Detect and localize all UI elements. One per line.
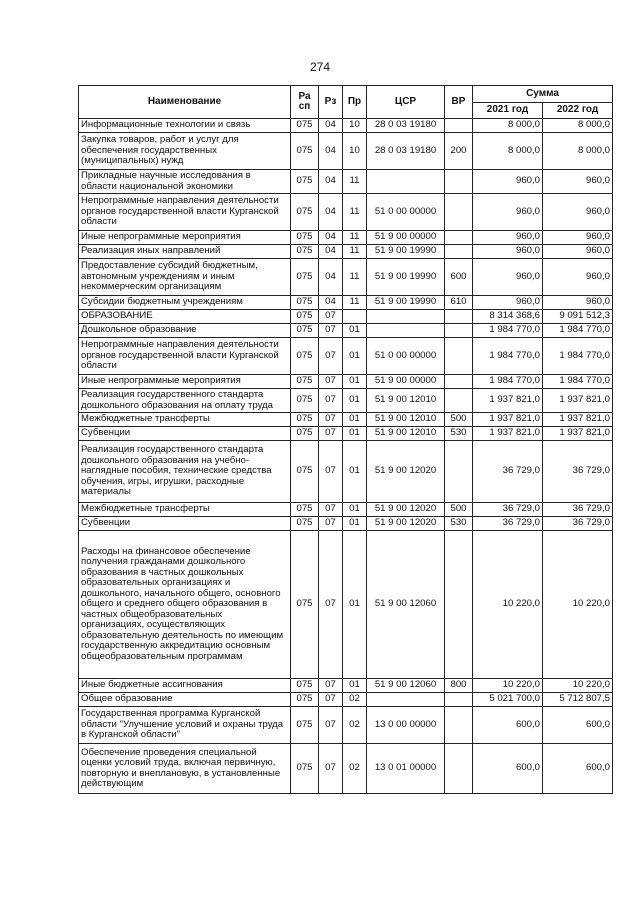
cell-vr bbox=[445, 389, 473, 413]
header-sum: Сумма bbox=[473, 86, 613, 103]
cell-sum-2022: 1 984 770,0 bbox=[543, 324, 613, 338]
cell-rz: 07 bbox=[319, 389, 343, 413]
cell-pr: 11 bbox=[343, 194, 367, 231]
cell-sum-2021: 8 000,0 bbox=[473, 119, 543, 133]
cell-name: Субсидии бюджетным учреждениям bbox=[79, 296, 291, 310]
cell-pr bbox=[343, 310, 367, 324]
cell-rz: 07 bbox=[319, 324, 343, 338]
header-year-2022: 2022 год bbox=[543, 103, 613, 119]
cell-rz: 04 bbox=[319, 296, 343, 310]
cell-csr bbox=[367, 693, 445, 707]
cell-sum-2021: 1 984 770,0 bbox=[473, 324, 543, 338]
cell-csr: 51 9 00 12010 bbox=[367, 427, 445, 441]
cell-sum-2022: 5 712 807,5 bbox=[543, 693, 613, 707]
table-row bbox=[79, 744, 613, 794]
cell-sum-2021: 960,0 bbox=[473, 231, 543, 245]
cell-rz: 04 bbox=[319, 245, 343, 259]
cell-pr: 01 bbox=[343, 441, 367, 503]
cell-vr bbox=[445, 375, 473, 389]
cell-rz: 07 bbox=[319, 531, 343, 679]
cell-ra: 075 bbox=[291, 133, 319, 170]
cell-csr: 51 9 00 12020 bbox=[367, 517, 445, 531]
cell-sum-2021: 8 314 368,6 bbox=[473, 310, 543, 324]
cell-ra: 075 bbox=[291, 324, 319, 338]
cell-sum-2021: 1 937 821,0 bbox=[473, 413, 543, 427]
cell-ra: 075 bbox=[291, 389, 319, 413]
cell-ra: 075 bbox=[291, 119, 319, 133]
cell-sum-2022: 8 000,0 bbox=[543, 133, 613, 170]
table-row bbox=[79, 310, 613, 324]
cell-rz: 07 bbox=[319, 310, 343, 324]
cell-sum-2022: 600,0 bbox=[543, 744, 613, 794]
cell-csr: 51 9 00 12020 bbox=[367, 503, 445, 517]
table-row bbox=[79, 503, 613, 517]
page-number: 274 bbox=[309, 60, 331, 74]
cell-name: Дошкольное образование bbox=[79, 324, 291, 338]
table-row bbox=[79, 245, 613, 259]
table-row bbox=[79, 413, 613, 427]
cell-name: Реализация государственного стандарта дошкольного образования на оплату труда bbox=[79, 389, 291, 413]
cell-rz: 04 bbox=[319, 119, 343, 133]
table-row bbox=[79, 427, 613, 441]
cell-sum-2022: 960,0 bbox=[543, 231, 613, 245]
table-row bbox=[79, 531, 613, 679]
cell-rz: 07 bbox=[319, 427, 343, 441]
cell-ra: 075 bbox=[291, 310, 319, 324]
cell-sum-2022: 36 729,0 bbox=[543, 503, 613, 517]
table-row bbox=[79, 375, 613, 389]
cell-ra: 075 bbox=[291, 679, 319, 693]
cell-sum-2022: 9 091 512,3 bbox=[543, 310, 613, 324]
cell-name: Иные бюджетные ассигнования bbox=[79, 679, 291, 693]
cell-rz: 04 bbox=[319, 194, 343, 231]
cell-vr bbox=[445, 744, 473, 794]
cell-rz: 07 bbox=[319, 744, 343, 794]
cell-vr: 610 bbox=[445, 296, 473, 310]
cell-vr bbox=[445, 693, 473, 707]
cell-pr: 01 bbox=[343, 679, 367, 693]
cell-ra: 075 bbox=[291, 231, 319, 245]
cell-csr: 28 0 03 19180 bbox=[367, 133, 445, 170]
cell-vr bbox=[445, 707, 473, 744]
table-row bbox=[79, 389, 613, 413]
cell-csr: 51 9 00 19990 bbox=[367, 245, 445, 259]
cell-csr: 51 9 00 00000 bbox=[367, 231, 445, 245]
table-row bbox=[79, 296, 613, 310]
cell-csr: 51 9 00 12020 bbox=[367, 441, 445, 503]
cell-vr: 200 bbox=[445, 133, 473, 170]
cell-csr: 51 9 00 00000 bbox=[367, 375, 445, 389]
table-row bbox=[79, 517, 613, 531]
cell-sum-2021: 1 937 821,0 bbox=[473, 427, 543, 441]
header-vr: ВР bbox=[445, 86, 473, 119]
cell-csr: 51 0 00 00000 bbox=[367, 194, 445, 231]
cell-pr: 01 bbox=[343, 531, 367, 679]
cell-pr: 02 bbox=[343, 693, 367, 707]
cell-rz: 07 bbox=[319, 413, 343, 427]
cell-pr: 01 bbox=[343, 503, 367, 517]
cell-sum-2022: 36 729,0 bbox=[543, 441, 613, 503]
cell-sum-2021: 960,0 bbox=[473, 245, 543, 259]
cell-vr bbox=[445, 338, 473, 375]
cell-vr bbox=[445, 194, 473, 231]
cell-name: Иные непрограммные мероприятия bbox=[79, 231, 291, 245]
cell-ra: 075 bbox=[291, 744, 319, 794]
cell-vr bbox=[445, 324, 473, 338]
cell-name: Непрограммные направления деятельности органов государственной власти Курганской области bbox=[79, 338, 291, 375]
cell-name: Межбюджетные трансферты bbox=[79, 413, 291, 427]
cell-vr bbox=[445, 231, 473, 245]
cell-ra: 075 bbox=[291, 531, 319, 679]
cell-name: Информационные технологии и связь bbox=[79, 119, 291, 133]
table-row bbox=[79, 119, 613, 133]
cell-sum-2021: 8 000,0 bbox=[473, 133, 543, 170]
cell-sum-2022: 1 984 770,0 bbox=[543, 375, 613, 389]
cell-pr: 01 bbox=[343, 517, 367, 531]
cell-sum-2022: 960,0 bbox=[543, 194, 613, 231]
cell-ra: 075 bbox=[291, 441, 319, 503]
cell-sum-2022: 600,0 bbox=[543, 707, 613, 744]
cell-name: Расходы на финансовое обеспечение получения гражданами дошкольного образования в частных дошкольных образовательных организациях и дошкольного, начального общего, основного общего и среднего общего образования в частных общеобразовательных организациях, осуществляющих образовательную деятельность по имеющим государственную аккредитацию основным общеобразовательным программам bbox=[79, 531, 291, 679]
cell-name: Иные непрограммные мероприятия bbox=[79, 375, 291, 389]
cell-pr: 01 bbox=[343, 427, 367, 441]
cell-name: Обеспечение проведения специальной оценки условий труда, включая первичную, повторную и внеплановую, в установленные действующим bbox=[79, 744, 291, 794]
cell-csr bbox=[367, 310, 445, 324]
cell-ra: 075 bbox=[291, 517, 319, 531]
cell-csr: 13 0 00 00000 bbox=[367, 707, 445, 744]
header-name: Наименование bbox=[79, 86, 291, 119]
cell-rz: 07 bbox=[319, 441, 343, 503]
cell-vr bbox=[445, 170, 473, 194]
cell-vr: 500 bbox=[445, 413, 473, 427]
cell-sum-2021: 36 729,0 bbox=[473, 441, 543, 503]
cell-sum-2022: 1 937 821,0 bbox=[543, 427, 613, 441]
cell-vr bbox=[445, 441, 473, 503]
cell-pr: 02 bbox=[343, 707, 367, 744]
cell-rz: 04 bbox=[319, 133, 343, 170]
cell-name: ОБРАЗОВАНИЕ bbox=[79, 310, 291, 324]
cell-sum-2022: 960,0 bbox=[543, 296, 613, 310]
cell-pr: 11 bbox=[343, 170, 367, 194]
table-row bbox=[79, 133, 613, 170]
cell-ra: 075 bbox=[291, 245, 319, 259]
table-row bbox=[79, 679, 613, 693]
cell-sum-2021: 5 021 700,0 bbox=[473, 693, 543, 707]
cell-name: Прикладные научные исследования в области национальной экономики bbox=[79, 170, 291, 194]
cell-csr: 51 9 00 12060 bbox=[367, 531, 445, 679]
header-pr: Пр bbox=[343, 86, 367, 119]
table-row bbox=[79, 170, 613, 194]
budget-table bbox=[78, 85, 613, 794]
cell-ra: 075 bbox=[291, 296, 319, 310]
cell-ra: 075 bbox=[291, 194, 319, 231]
table-row bbox=[79, 259, 613, 296]
cell-name: Межбюджетные трансферты bbox=[79, 503, 291, 517]
cell-sum-2022: 10 220,0 bbox=[543, 679, 613, 693]
cell-sum-2021: 10 220,0 bbox=[473, 679, 543, 693]
cell-vr: 500 bbox=[445, 503, 473, 517]
cell-sum-2021: 960,0 bbox=[473, 259, 543, 296]
cell-csr: 51 9 00 19990 bbox=[367, 296, 445, 310]
cell-ra: 075 bbox=[291, 170, 319, 194]
cell-csr: 51 9 00 12060 bbox=[367, 679, 445, 693]
cell-sum-2022: 36 729,0 bbox=[543, 517, 613, 531]
cell-rz: 04 bbox=[319, 170, 343, 194]
cell-name: Субвенции bbox=[79, 517, 291, 531]
cell-csr: 51 9 00 12010 bbox=[367, 389, 445, 413]
cell-rz: 07 bbox=[319, 338, 343, 375]
cell-vr: 530 bbox=[445, 427, 473, 441]
cell-name: Закупка товаров, работ и услуг для обеспечения государственных (муниципальных) нужд bbox=[79, 133, 291, 170]
cell-vr: 530 bbox=[445, 517, 473, 531]
cell-csr: 51 9 00 19990 bbox=[367, 259, 445, 296]
cell-ra: 075 bbox=[291, 427, 319, 441]
cell-sum-2021: 600,0 bbox=[473, 707, 543, 744]
cell-pr: 01 bbox=[343, 375, 367, 389]
cell-rz: 07 bbox=[319, 375, 343, 389]
cell-vr bbox=[445, 119, 473, 133]
cell-ra: 075 bbox=[291, 503, 319, 517]
cell-rz: 04 bbox=[319, 259, 343, 296]
cell-pr: 10 bbox=[343, 133, 367, 170]
cell-pr: 11 bbox=[343, 259, 367, 296]
cell-ra: 075 bbox=[291, 338, 319, 375]
cell-sum-2021: 600,0 bbox=[473, 744, 543, 794]
cell-pr: 11 bbox=[343, 231, 367, 245]
cell-csr: 51 0 00 00000 bbox=[367, 338, 445, 375]
cell-name: Государственная программа Курганской области "Улучшение условий и охраны труда в Курганской области" bbox=[79, 707, 291, 744]
cell-sum-2022: 10 220,0 bbox=[543, 531, 613, 679]
cell-csr: 28 0 03 19180 bbox=[367, 119, 445, 133]
cell-sum-2021: 36 729,0 bbox=[473, 503, 543, 517]
cell-rz: 07 bbox=[319, 707, 343, 744]
cell-pr: 01 bbox=[343, 389, 367, 413]
cell-name: Непрограммные направления деятельности органов государственной власти Курганской области bbox=[79, 194, 291, 231]
cell-pr: 02 bbox=[343, 744, 367, 794]
cell-ra: 075 bbox=[291, 413, 319, 427]
table-row bbox=[79, 194, 613, 231]
table-row bbox=[79, 338, 613, 375]
cell-ra: 075 bbox=[291, 259, 319, 296]
cell-name: Субвенции bbox=[79, 427, 291, 441]
cell-sum-2021: 10 220,0 bbox=[473, 531, 543, 679]
cell-sum-2022: 960,0 bbox=[543, 245, 613, 259]
table-row bbox=[79, 441, 613, 503]
cell-name: Предоставление субсидий бюджетным, автономным учреждениям и иным некоммерческим организациям bbox=[79, 259, 291, 296]
cell-ra: 075 bbox=[291, 375, 319, 389]
header-rz: Рз bbox=[319, 86, 343, 119]
header-year-2021: 2021 год bbox=[473, 103, 543, 119]
cell-pr: 10 bbox=[343, 119, 367, 133]
header-csr: ЦСР bbox=[367, 86, 445, 119]
cell-sum-2022: 960,0 bbox=[543, 259, 613, 296]
cell-pr: 11 bbox=[343, 296, 367, 310]
cell-name: Реализация иных направлений bbox=[79, 245, 291, 259]
cell-csr bbox=[367, 324, 445, 338]
cell-sum-2021: 1 937 821,0 bbox=[473, 389, 543, 413]
cell-rz: 07 bbox=[319, 693, 343, 707]
cell-sum-2021: 960,0 bbox=[473, 194, 543, 231]
cell-ra: 075 bbox=[291, 707, 319, 744]
cell-name: Реализация государственного стандарта дошкольного образования на учебно-наглядные пособия, технические средства обучения, игры, игрушки, расходные материалы bbox=[79, 441, 291, 503]
cell-pr: 11 bbox=[343, 245, 367, 259]
table-row bbox=[79, 231, 613, 245]
cell-csr: 13 0 01 00000 bbox=[367, 744, 445, 794]
cell-sum-2022: 1 937 821,0 bbox=[543, 413, 613, 427]
table-row bbox=[79, 707, 613, 744]
cell-name: Общее образование bbox=[79, 693, 291, 707]
cell-rz: 07 bbox=[319, 503, 343, 517]
cell-sum-2022: 1 984 770,0 bbox=[543, 338, 613, 375]
cell-sum-2022: 8 000,0 bbox=[543, 119, 613, 133]
cell-vr bbox=[445, 310, 473, 324]
cell-ra: 075 bbox=[291, 693, 319, 707]
cell-rz: 07 bbox=[319, 679, 343, 693]
cell-csr: 51 9 00 12010 bbox=[367, 413, 445, 427]
cell-sum-2021: 1 984 770,0 bbox=[473, 338, 543, 375]
table-row bbox=[79, 693, 613, 707]
cell-vr: 600 bbox=[445, 259, 473, 296]
cell-sum-2021: 1 984 770,0 bbox=[473, 375, 543, 389]
cell-sum-2022: 1 937 821,0 bbox=[543, 389, 613, 413]
header-ra: Ра сп bbox=[291, 86, 319, 119]
cell-pr: 01 bbox=[343, 413, 367, 427]
cell-vr bbox=[445, 245, 473, 259]
cell-rz: 04 bbox=[319, 231, 343, 245]
cell-csr bbox=[367, 170, 445, 194]
table-row bbox=[79, 324, 613, 338]
cell-pr: 01 bbox=[343, 338, 367, 375]
cell-sum-2022: 960,0 bbox=[543, 170, 613, 194]
cell-vr: 800 bbox=[445, 679, 473, 693]
cell-sum-2021: 36 729,0 bbox=[473, 517, 543, 531]
cell-pr: 01 bbox=[343, 324, 367, 338]
cell-sum-2021: 960,0 bbox=[473, 296, 543, 310]
cell-rz: 07 bbox=[319, 517, 343, 531]
cell-vr bbox=[445, 531, 473, 679]
cell-sum-2021: 960,0 bbox=[473, 170, 543, 194]
